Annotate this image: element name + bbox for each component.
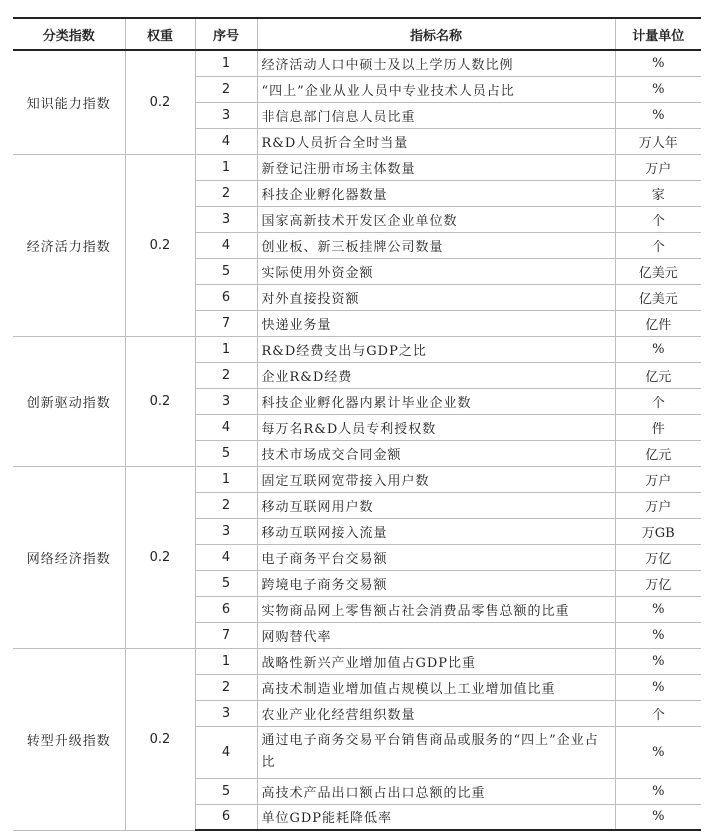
seq-cell: 6 bbox=[195, 804, 257, 830]
indicator-name-cell: 国家高新技术开发区企业单位数 bbox=[257, 206, 615, 232]
seq-cell: 5 bbox=[195, 778, 257, 804]
seq-cell: 2 bbox=[195, 492, 257, 518]
indicator-name-cell: 电子商务平台交易额 bbox=[257, 544, 615, 570]
seq-cell: 4 bbox=[195, 232, 257, 258]
unit-cell: 万户 bbox=[615, 466, 701, 492]
table-body bbox=[13, 50, 701, 830]
unit-cell: 万亿 bbox=[615, 544, 701, 570]
weight-cell: 0.2 bbox=[125, 648, 195, 830]
seq-cell: 3 bbox=[195, 388, 257, 414]
indicator-name-cell: 固定互联网宽带接入用户数 bbox=[257, 466, 615, 492]
indicator-name-cell: 创业板、新三板挂牌公司数量 bbox=[257, 232, 615, 258]
header-name: 指标名称 bbox=[257, 18, 615, 50]
table-row bbox=[13, 50, 701, 76]
category-cell: 转型升级指数 bbox=[13, 648, 125, 830]
table-row bbox=[13, 648, 701, 674]
unit-cell: 家 bbox=[615, 180, 701, 206]
unit-cell: 个 bbox=[615, 700, 701, 726]
header-seq: 序号 bbox=[195, 18, 257, 50]
table-row bbox=[13, 466, 701, 492]
seq-cell: 1 bbox=[195, 154, 257, 180]
seq-cell: 7 bbox=[195, 310, 257, 336]
indicator-name-cell: 跨境电子商务交易额 bbox=[257, 570, 615, 596]
unit-cell: 亿美元 bbox=[615, 258, 701, 284]
seq-cell: 2 bbox=[195, 76, 257, 102]
indicator-name-cell: 快递业务量 bbox=[257, 310, 615, 336]
indicator-name-cell: 新登记注册市场主体数量 bbox=[257, 154, 615, 180]
seq-cell: 3 bbox=[195, 102, 257, 128]
unit-cell: 个 bbox=[615, 388, 701, 414]
seq-cell: 4 bbox=[195, 414, 257, 440]
weight-cell: 0.2 bbox=[125, 336, 195, 466]
seq-cell: 2 bbox=[195, 674, 257, 700]
indicator-name-cell: 单位GDP能耗降低率 bbox=[257, 804, 615, 830]
indicator-name-cell: 对外直接投资额 bbox=[257, 284, 615, 310]
indicator-name-cell: 农业产业化经营组织数量 bbox=[257, 700, 615, 726]
unit-cell: % bbox=[615, 76, 701, 102]
unit-cell: 个 bbox=[615, 206, 701, 232]
indicator-name-cell: R&D人员折合全时当量 bbox=[257, 128, 615, 154]
category-cell: 经济活力指数 bbox=[13, 154, 125, 336]
header-unit: 计量单位 bbox=[615, 18, 701, 50]
table-row bbox=[13, 336, 701, 362]
unit-cell: 亿件 bbox=[615, 310, 701, 336]
seq-cell: 5 bbox=[195, 570, 257, 596]
unit-cell: 亿元 bbox=[615, 362, 701, 388]
unit-cell: 亿美元 bbox=[615, 284, 701, 310]
indicator-name-cell: 企业R&D经费 bbox=[257, 362, 615, 388]
seq-cell: 1 bbox=[195, 336, 257, 362]
table-row bbox=[13, 154, 701, 180]
seq-cell: 2 bbox=[195, 180, 257, 206]
seq-cell: 5 bbox=[195, 258, 257, 284]
unit-cell: 万人年 bbox=[615, 128, 701, 154]
indicator-name-cell: 实物商品网上零售额占社会消费品零售总额的比重 bbox=[257, 596, 615, 622]
header-category: 分类指数 bbox=[13, 18, 125, 50]
seq-cell: 2 bbox=[195, 362, 257, 388]
unit-cell: % bbox=[615, 674, 701, 700]
weight-cell: 0.2 bbox=[125, 154, 195, 336]
seq-cell: 5 bbox=[195, 440, 257, 466]
seq-cell: 4 bbox=[195, 128, 257, 154]
unit-cell: 亿元 bbox=[615, 440, 701, 466]
indicator-name-cell: 每万名R&D人员专利授权数 bbox=[257, 414, 615, 440]
unit-cell: % bbox=[615, 648, 701, 674]
seq-cell: 3 bbox=[195, 206, 257, 232]
indicator-name-cell: “四上”企业从业人员中专业技术人员占比 bbox=[257, 76, 615, 102]
weight-cell: 0.2 bbox=[125, 50, 195, 154]
seq-cell: 6 bbox=[195, 284, 257, 310]
seq-cell: 4 bbox=[195, 544, 257, 570]
indicator-name-cell: 经济活动人口中硕士及以上学历人数比例 bbox=[257, 50, 615, 76]
seq-cell: 3 bbox=[195, 518, 257, 544]
weight-cell: 0.2 bbox=[125, 466, 195, 648]
indicator-name-cell: 移动互联网用户数 bbox=[257, 492, 615, 518]
indicator-name-cell: 科技企业孵化器内累计毕业企业数 bbox=[257, 388, 615, 414]
indicator-name-cell: 非信息部门信息人员比重 bbox=[257, 102, 615, 128]
category-cell: 知识能力指数 bbox=[13, 50, 125, 154]
indicator-name-cell: 移动互联网接入流量 bbox=[257, 518, 615, 544]
seq-cell: 6 bbox=[195, 596, 257, 622]
indicator-name-cell: 技术市场成交合同金额 bbox=[257, 440, 615, 466]
unit-cell: % bbox=[615, 336, 701, 362]
unit-cell: % bbox=[615, 622, 701, 648]
unit-cell: 个 bbox=[615, 232, 701, 258]
seq-cell: 1 bbox=[195, 50, 257, 76]
indicator-name-cell: 高技术产品出口额占出口总额的比重 bbox=[257, 778, 615, 804]
unit-cell: 万户 bbox=[615, 154, 701, 180]
seq-cell: 1 bbox=[195, 648, 257, 674]
indicator-table bbox=[13, 17, 701, 831]
indicator-name-cell: 高技术制造业增加值占规模以上工业增加值比重 bbox=[257, 674, 615, 700]
unit-cell: % bbox=[615, 596, 701, 622]
seq-cell: 3 bbox=[195, 700, 257, 726]
unit-cell: 万亿 bbox=[615, 570, 701, 596]
unit-cell: 万户 bbox=[615, 492, 701, 518]
category-cell: 创新驱动指数 bbox=[13, 336, 125, 466]
category-cell: 网络经济指数 bbox=[13, 466, 125, 648]
unit-cell: 件 bbox=[615, 414, 701, 440]
seq-cell: 4 bbox=[195, 726, 257, 778]
unit-cell: 万GB bbox=[615, 518, 701, 544]
indicator-name-cell: 实际使用外资金额 bbox=[257, 258, 615, 284]
indicator-name-cell: 战略性新兴产业增加值占GDP比重 bbox=[257, 648, 615, 674]
seq-cell: 1 bbox=[195, 466, 257, 492]
indicator-name-cell: 通过电子商务交易平台销售商品或服务的“四上”企业占比 bbox=[257, 726, 615, 778]
unit-cell: % bbox=[615, 726, 701, 778]
seq-cell: 7 bbox=[195, 622, 257, 648]
unit-cell: % bbox=[615, 102, 701, 128]
unit-cell: % bbox=[615, 804, 701, 830]
header-row bbox=[13, 18, 701, 50]
indicator-name-cell: 网购替代率 bbox=[257, 622, 615, 648]
indicator-name-cell: 科技企业孵化器数量 bbox=[257, 180, 615, 206]
unit-cell: % bbox=[615, 778, 701, 804]
header-weight: 权重 bbox=[125, 18, 195, 50]
unit-cell: % bbox=[615, 50, 701, 76]
indicator-name-cell: R&D经费支出与GDP之比 bbox=[257, 336, 615, 362]
